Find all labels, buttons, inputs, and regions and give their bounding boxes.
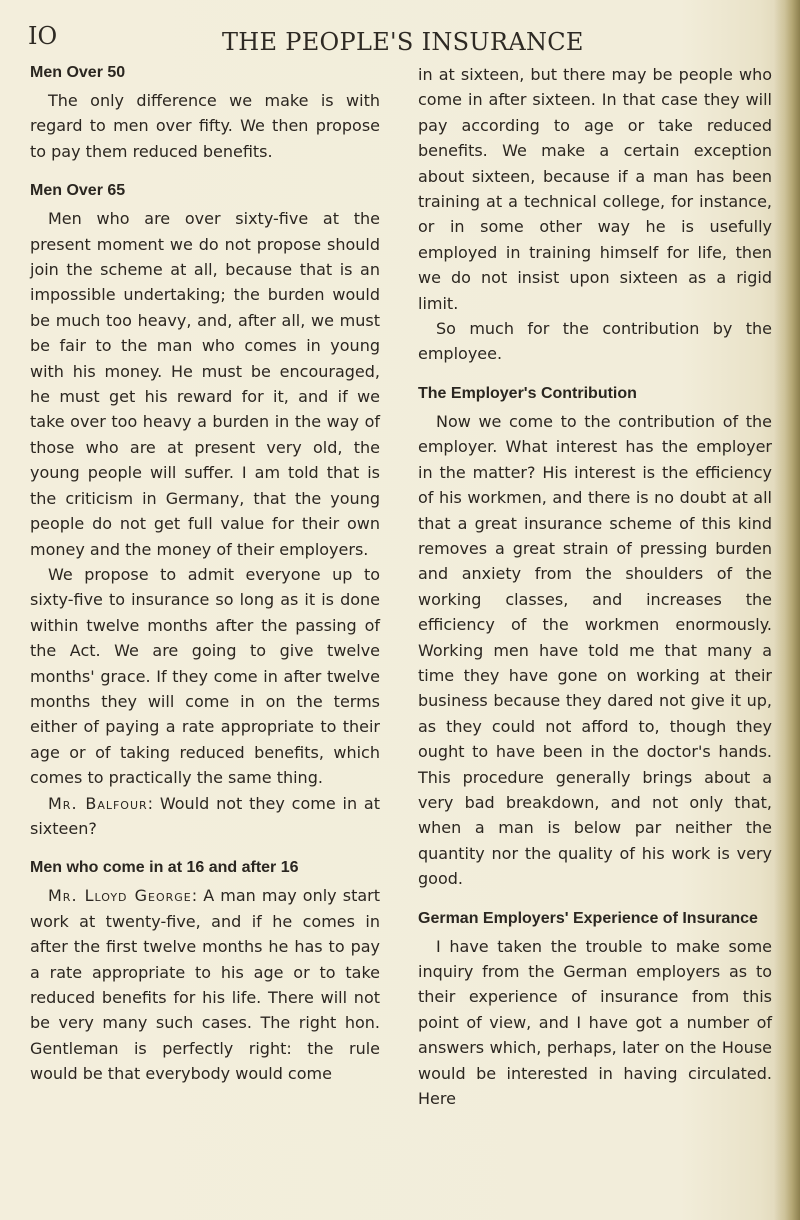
paragraph: We propose to admit everyone up to sixty-five to insurance so long as it is done within twelve months after the passing of the Act. We are going to give twelve months' grace. If they come in after twelve months they will come in on the terms either of paying a rate appropriate to their age or of taking reduced benefits, which comes to practically the same thing. xyxy=(30,564,380,788)
section-heading: Men Over 65 xyxy=(30,182,126,200)
paragraph: So much for the contribution by the employee. xyxy=(418,319,772,364)
paragraph: I have taken the trouble to make some inquiry from the German employers as to their experience of insurance from this point of view, and I have got a number of answers which, perhaps, later on the House would be interested in having circulated. Here xyxy=(418,936,772,1109)
speaker-name: Mr. Balfour xyxy=(48,793,148,813)
speech-text: : A man may only start work at twenty-five, and if he comes in after the first twelve months he has to pay a rate appropriate to his age or to take reduced benefits for his life. There will not be very many such cases. The right hon. Gentleman is perfectly right: the rule would be that everybody would come xyxy=(30,886,380,1084)
paragraph: in at sixteen, but there may be people who come in after sixteen. In that case they will pay according to age or take reduced benefits. We make a certain exception about sixteen, because if a man has been training at a technical college, for instance, or in some other way he is usefully employed in training himself for life, then we do not insist upon sixteen as a rigid limit. xyxy=(418,65,772,313)
right-column xyxy=(418,62,772,1111)
speaker-name: Mr. Lloyd George xyxy=(48,886,192,906)
page-number: IO xyxy=(28,22,58,50)
left-column xyxy=(30,62,380,1087)
section-heading: The Employer's Contribution xyxy=(418,384,637,402)
paragraph: Men who are over sixty-five at the present moment we do not propose should join the scheme at all, because that is an impossible undertaking; the burden would be much too heavy, and, after all, we must be fair to the man who comes in young with his money. He must be encouraged, he must get his reward for it, and if we take over too heavy a burden in the way of those who are at present very old, the young people will suffer. I am told that is the criticism in Germany, that the young people do not get full value for their own money and the money of their employers. xyxy=(30,209,380,559)
page-header xyxy=(0,14,800,54)
section-heading: Men who come in at 16 and after 16 xyxy=(30,859,299,877)
paragraph: The only difference we make is with regard to men over fifty. We then propose to pay them reduced benefits. xyxy=(30,91,380,161)
section-heading: German Employers' Experience of Insurance xyxy=(418,909,758,927)
paragraph xyxy=(30,791,380,842)
page-edge xyxy=(774,0,800,1220)
running-head: THE PEOPLE'S INSURANCE xyxy=(222,28,584,56)
speech-text: : Would not they come in at sixteen? xyxy=(30,793,380,838)
paragraph xyxy=(30,883,380,1086)
paragraph: Now we come to the contribution of the employer. What interest has the employer in the matter? His interest is the efficiency of his workmen, and there is no doubt at all that a great insurance scheme of this kind removes a great strain of pressing burden and anxiety from the shoulders of the working classes, and increases the efficiency of the workmen enormously. Working men have told me that many a time they have gone on working at their business because they dared not give it up, as they could not afford to, though they ought to have been in the doctor's hands. This procedure generally brings about a very bad breakdown, and not only that, when a man is below par neither the quantity nor the quality of his work is very good. xyxy=(418,411,772,889)
section-heading: Men Over 50 xyxy=(30,64,126,81)
